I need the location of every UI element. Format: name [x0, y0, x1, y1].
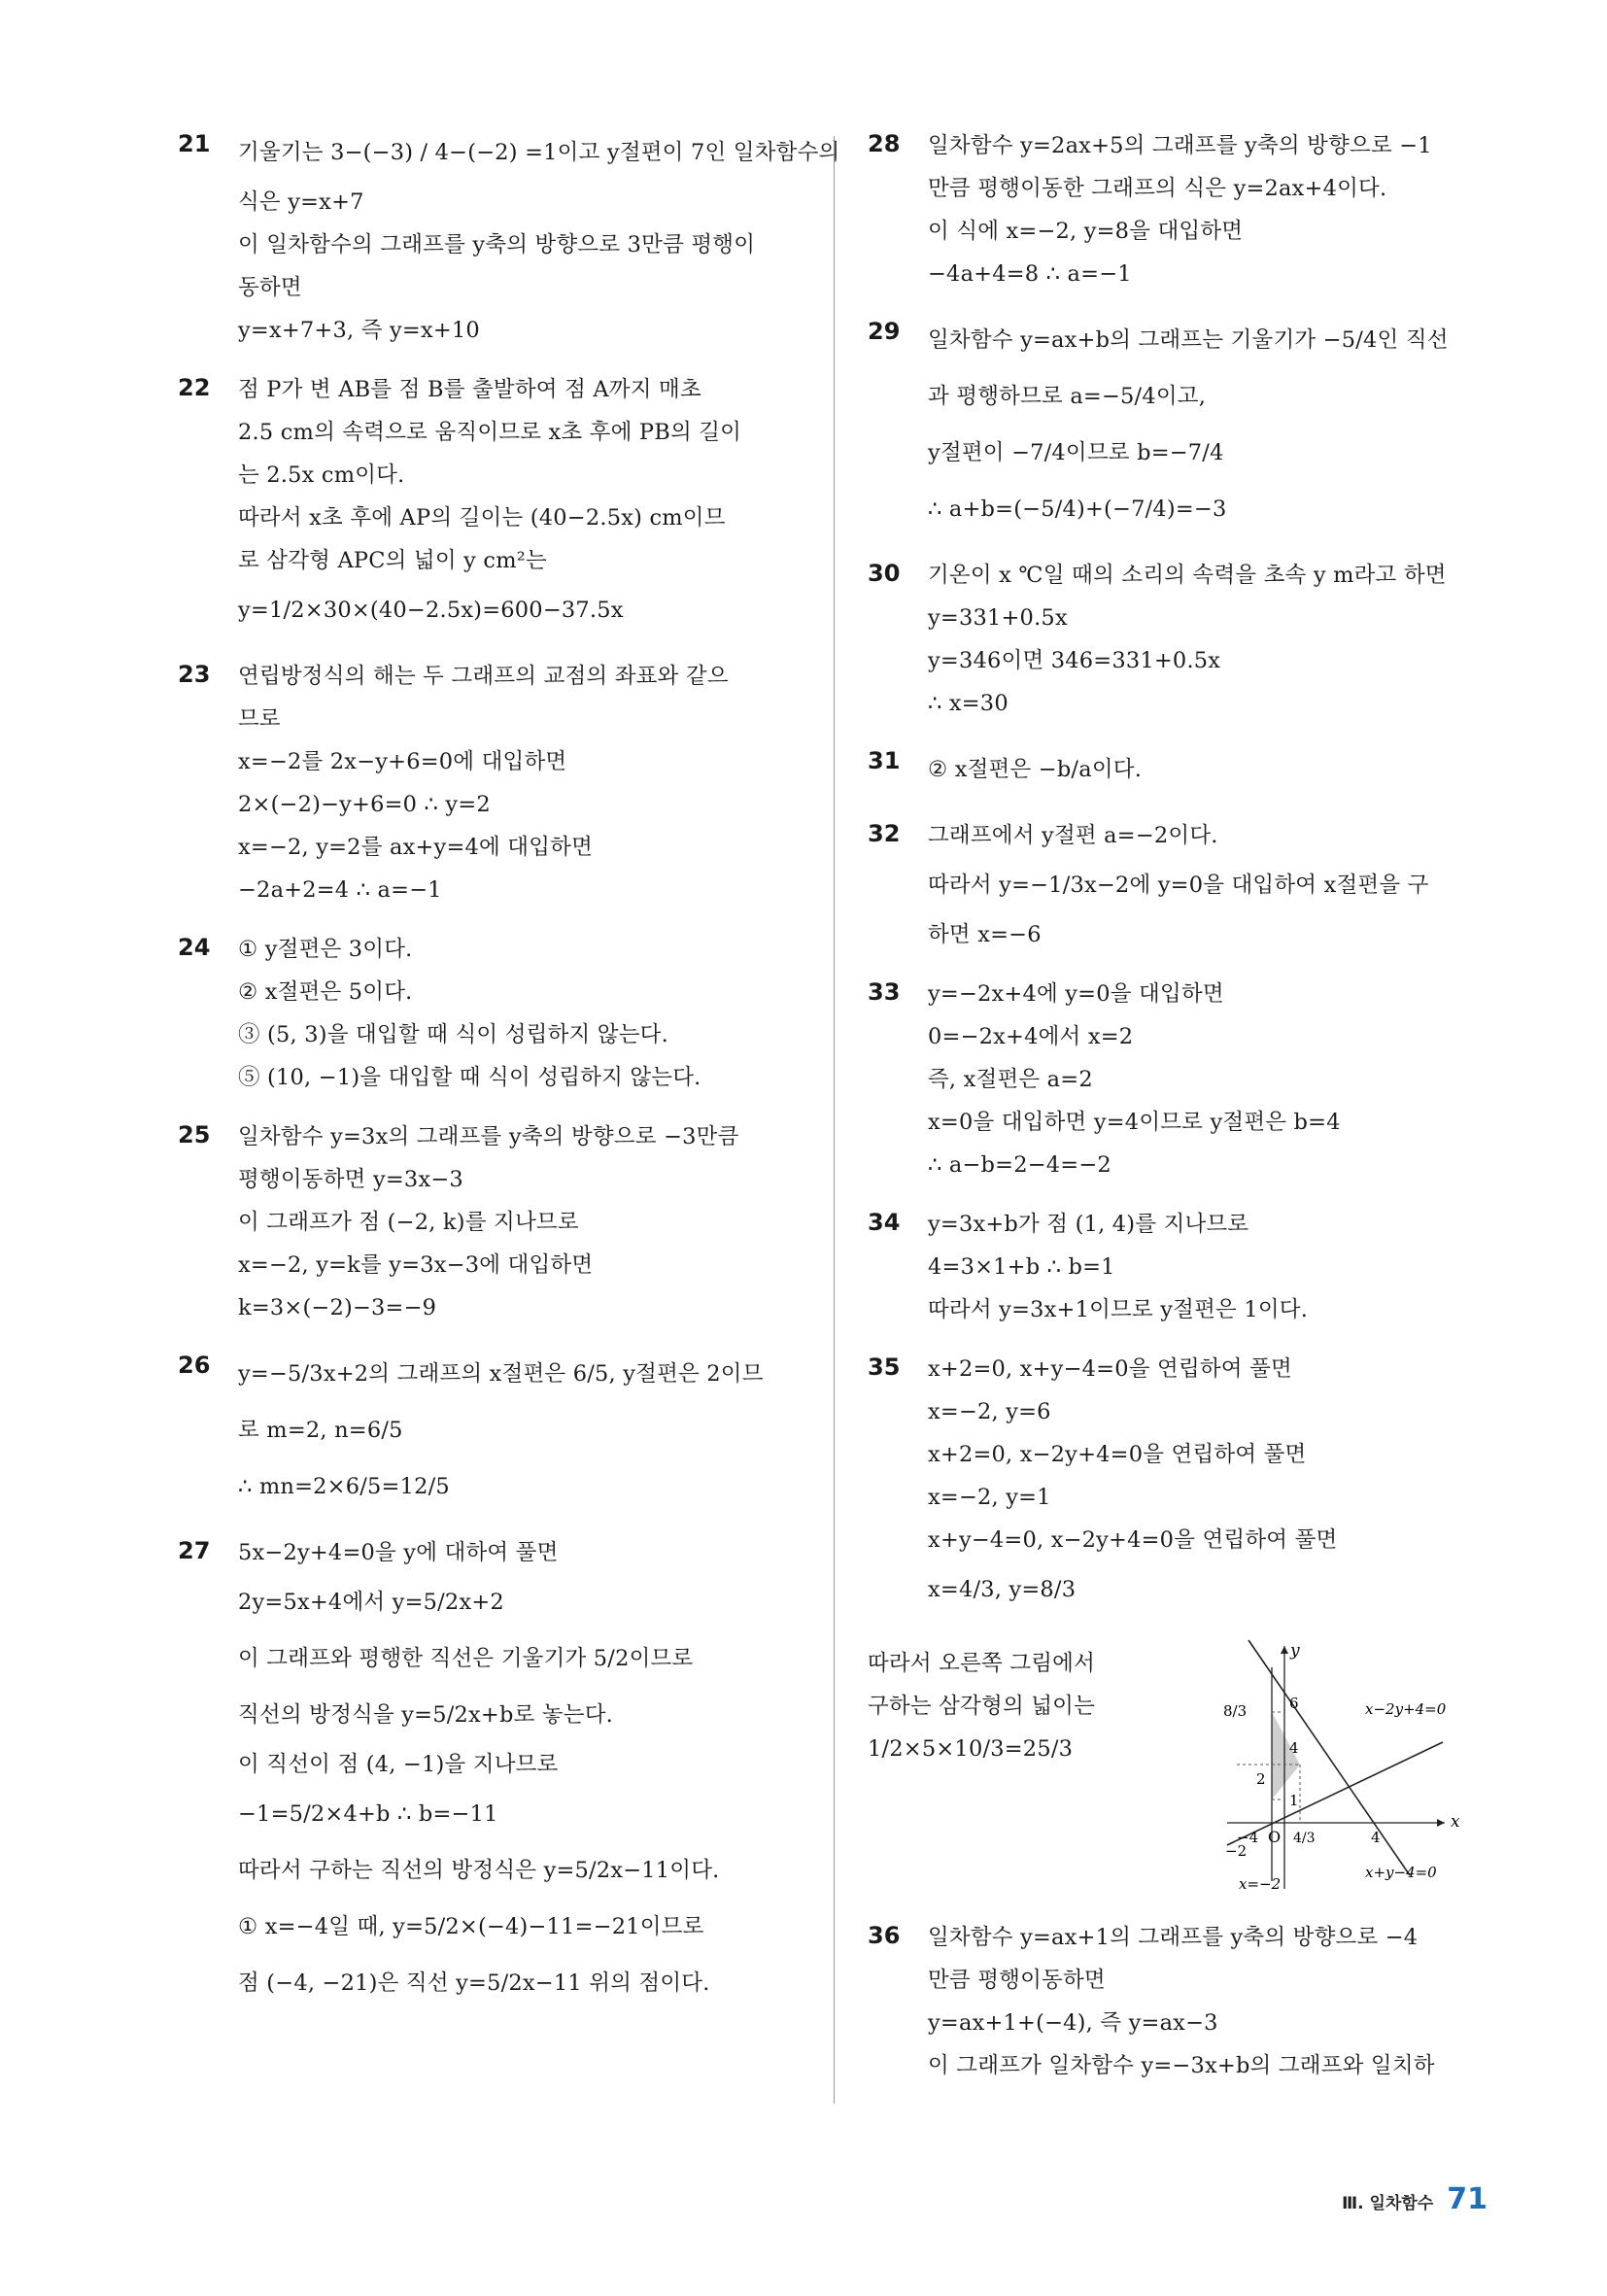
solution-line: 과 평행하므로 a=−5/4이고,	[928, 384, 1207, 409]
solution-line: 점 (−4, −21)은 직선 y=5/2x−11 위의 점이다.	[238, 1970, 710, 1996]
problem-24	[178, 928, 800, 1099]
problem-number: 27	[178, 1537, 211, 1564]
solution-line: 연립방정식의 해는 두 그래프의 교점의 좌표와 같으	[238, 664, 729, 689]
problem-21	[178, 124, 840, 352]
solution-line: 5x−2y+4=0을 y에 대하여 풀면	[238, 1540, 559, 1565]
solution-line: x=−2, y=k를 y=3x−3에 대입하면	[238, 1252, 594, 1278]
x-tick-label: 4	[1371, 1829, 1381, 1846]
y-axis-arrow	[1281, 1646, 1288, 1654]
solution-line: 이 그래프와 평행한 직선은 기울기가 5/2이므로	[238, 1646, 694, 1671]
solution-line: 이 그래프가 일차함수 y=−3x+b의 그래프와 일치하	[928, 2053, 1435, 2078]
solution-line: 일차함수 y=3x의 그래프를 y축의 방향으로 −3만큼	[238, 1124, 739, 1149]
problem-number: 35	[868, 1354, 901, 1381]
solution-line: ② x절편은 5이다.	[238, 979, 413, 1005]
solution-line: x=−2를 2x−y+6=0에 대입하면	[238, 749, 567, 774]
problem-number: 34	[868, 1209, 901, 1236]
x-axis-arrow	[1437, 1819, 1445, 1827]
problem-number: 24	[178, 934, 211, 961]
solution-line: x=4/3, y=8/3	[928, 1577, 1077, 1602]
solution-line: ∴ x=30	[928, 691, 1009, 716]
solution-line: y=1/2×30×(40−2.5x)=600−37.5x	[238, 598, 624, 623]
y-axis-label: y	[1290, 1641, 1300, 1661]
solution-line: 따라서 y=−1/3x−2에 y=0을 대입하여 x절편을 구	[928, 873, 1429, 898]
solution-line: 점 P가 변 AB를 점 B를 출발하여 점 A까지 매초	[238, 377, 701, 402]
problem-33	[868, 973, 1489, 1186]
problem-28	[868, 124, 1489, 295]
problem-number: 31	[868, 747, 901, 774]
problem35-caption	[868, 1642, 1208, 1770]
solution-line: 2×(−2)−y+6=0 ∴ y=2	[238, 792, 491, 817]
solution-line: y=331+0.5x	[928, 605, 1068, 631]
solution-line: x+y−4=0, x−2y+4=0을 연립하여 풀면	[928, 1527, 1338, 1553]
y-tick-label: 1	[1289, 1792, 1299, 1809]
solution-line: 이 일차함수의 그래프를 y축의 방향으로 3만큼 평행이	[238, 232, 756, 257]
line-x-minus-2y-plus-4	[1227, 1742, 1443, 1845]
problem-22	[178, 368, 800, 638]
problem-35	[868, 1348, 1489, 1618]
caption-line: 따라서 오른쪽 그림에서	[868, 1651, 1096, 1676]
solution-line: ① x=−4일 때, y=5/2×(−4)−11=−21이므로	[238, 1914, 704, 1939]
solution-line: 기온이 x ℃일 때의 소리의 속력을 초속 y m라고 하면	[928, 563, 1447, 588]
caption-line: 구하는 삼각형의 넓이는	[868, 1694, 1096, 1719]
solution-line: 따라서 구하는 직선의 방정식은 y=5/2x−11이다.	[238, 1858, 720, 1883]
solution-line: 만큼 평행이동하면	[928, 1968, 1106, 1993]
problem-25	[178, 1115, 800, 1329]
solution-line: ② x절편은 −b/a이다.	[928, 757, 1143, 782]
solution-line: 므로	[238, 706, 281, 732]
page-footer	[1342, 2182, 1487, 2216]
solution-line: −4a+4=8 ∴ a=−1	[928, 261, 1132, 287]
problem-34	[868, 1203, 1489, 1331]
solution-line: k=3×(−2)−3=−9	[238, 1295, 437, 1320]
column-divider	[834, 136, 835, 2104]
solution-line: 이 직선이 점 (4, −1)을 지나므로	[238, 1752, 559, 1777]
solution-line: ③ (5, 3)을 대입할 때 식이 성립하지 않는다.	[238, 1022, 668, 1047]
solution-line: 2.5 cm의 속력으로 움직이므로 x초 후에 PB의 길이	[238, 420, 742, 445]
solution-line: 동하면	[238, 275, 302, 300]
problem-29	[868, 312, 1489, 537]
solution-line: 이 식에 x=−2, y=8을 대입하면	[928, 219, 1244, 244]
solution-line: 만큼 평행이동한 그래프의 식은 y=2ax+4이다.	[928, 176, 1387, 201]
solution-line: 0=−2x+4에서 x=2	[928, 1024, 1134, 1049]
solution-line: y=ax+1+(−4), 즉 y=ax−3	[928, 2010, 1218, 2036]
solution-line: 로 삼각형 APC의 넓이 y cm²는	[238, 548, 547, 573]
y-tick-label: 2	[1256, 1770, 1266, 1788]
solution-line: 그래프에서 y절편 a=−2이다.	[928, 823, 1218, 848]
problem-number: 26	[178, 1352, 211, 1379]
solution-line: x=−2, y=1	[928, 1485, 1051, 1510]
solution-line: −2a+2=4 ∴ a=−1	[238, 877, 442, 903]
y-tick-label: 4	[1289, 1739, 1299, 1757]
solution-line: 일차함수 y=ax+b의 그래프는 기울기가 −5/4인 직선	[928, 327, 1449, 353]
solution-line: 평행이동하면 y=3x−3	[238, 1167, 463, 1192]
solution-line: y=−2x+4에 y=0을 대입하면	[928, 981, 1224, 1007]
solution-line: 즉, x절편은 a=2	[928, 1067, 1093, 1092]
solution-line: y=x+7+3, 즉 y=x+10	[238, 318, 480, 343]
line3-label: x=−2	[1239, 1875, 1282, 1893]
solution-line: y=346이면 346=331+0.5x	[928, 648, 1221, 673]
solution-line: x=−2, y=2를 ax+y=4에 대입하면	[238, 835, 594, 860]
point-label: 8/3	[1223, 1702, 1248, 1720]
solution-line: x=0을 대입하면 y=4이므로 y절편은 b=4	[928, 1110, 1341, 1135]
solution-line: 2y=5x+4에서 y=5/2x+2	[238, 1590, 504, 1615]
problem-number: 36	[868, 1922, 901, 1949]
x-axis-label: x	[1451, 1812, 1460, 1832]
problem-number: 32	[868, 820, 901, 847]
problem-number: 22	[178, 374, 211, 401]
solution-line: 4=3×1+b ∴ b=1	[928, 1254, 1115, 1280]
problem-31	[868, 741, 1489, 798]
solution-line: 직선의 방정식을 y=5/2x+b로 놓는다.	[238, 1702, 614, 1728]
line2-label: x+y−4=0	[1365, 1864, 1437, 1881]
solution-line: 식은 y=x+7	[238, 189, 364, 215]
solution-line: x=−2, y=6	[928, 1399, 1051, 1424]
solution-line: 따라서 y=3x+1이므로 y절편은 1이다.	[928, 1297, 1309, 1322]
solution-line: x+2=0, x+y−4=0을 연립하여 풀면	[928, 1356, 1292, 1382]
line1-label: x−2y+4=0	[1365, 1700, 1447, 1718]
solution-line: ∴ mn=2×6/5=12/5	[238, 1474, 450, 1499]
problem-number: 25	[178, 1121, 211, 1148]
solution-line: y=−5/3x+2의 그래프의 x절편은 6/5, y절편은 2이므	[238, 1361, 764, 1387]
solution-line: 하면 x=−6	[928, 922, 1042, 947]
problem-number: 29	[868, 318, 901, 345]
caption-line: 1/2×5×10/3=25/3	[868, 1736, 1074, 1762]
problem-number: 33	[868, 978, 901, 1006]
origin-label: O	[1268, 1828, 1282, 1846]
x-tick-label: 4/3	[1293, 1831, 1316, 1846]
problem-32	[868, 814, 1489, 956]
problem-number: 28	[868, 130, 901, 157]
solution-line: x+2=0, x−2y+4=0을 연립하여 풀면	[928, 1442, 1307, 1467]
solution-line: 이 그래프가 점 (−2, k)를 지나므로	[238, 1210, 579, 1235]
solution-line: 는 2.5x cm이다.	[238, 463, 405, 488]
problem-27	[178, 1531, 800, 2011]
solution-line: ⑤ (10, −1)을 대입할 때 식이 성립하지 않는다.	[238, 1065, 701, 1090]
solution-line: y=3x+b가 점 (1, 4)를 지나므로	[928, 1212, 1249, 1237]
page-number: 71	[1447, 2182, 1487, 2216]
chapter-title: Ⅲ. 일차함수	[1342, 2194, 1434, 2213]
problem-number: 30	[868, 560, 901, 587]
problem-number: 21	[178, 130, 211, 157]
problem-23	[178, 655, 800, 911]
solution-line: 기울기는 3−(−3) / 4−(−2) =1이고 y절편이 7인 일차함수의	[238, 140, 840, 165]
problem-number: 23	[178, 661, 211, 688]
y-tick-label: −2	[1225, 1842, 1248, 1860]
solution-line: ① y절편은 3이다.	[238, 937, 413, 962]
solution-line: ∴ a+b=(−5/4)+(−7/4)=−3	[928, 497, 1227, 522]
problem-30	[868, 554, 1489, 725]
solution-line: y절편이 −7/4이므로 b=−7/4	[928, 440, 1224, 465]
solution-line: 일차함수 y=ax+1의 그래프를 y축의 방향으로 −4	[928, 1925, 1419, 1950]
solution-line: 로 m=2, n=6/5	[238, 1418, 403, 1443]
solution-line: 따라서 x초 후에 AP의 길이는 (40−2.5x) cm이므	[238, 505, 726, 531]
left-column	[178, 124, 840, 2028]
solution-line: 일차함수 y=2ax+5의 그래프를 y축의 방향으로 −1	[928, 133, 1432, 158]
problem35-graph	[1219, 1638, 1501, 1893]
solution-line: −1=5/2×4+b ∴ b=−11	[238, 1801, 498, 1827]
x-tick-label: −4	[1237, 1829, 1259, 1846]
y-tick-label: 6	[1289, 1695, 1299, 1712]
problem-26	[178, 1346, 800, 1515]
problem-36	[868, 1916, 1489, 2087]
solution-line: ∴ a−b=2−4=−2	[928, 1152, 1111, 1178]
